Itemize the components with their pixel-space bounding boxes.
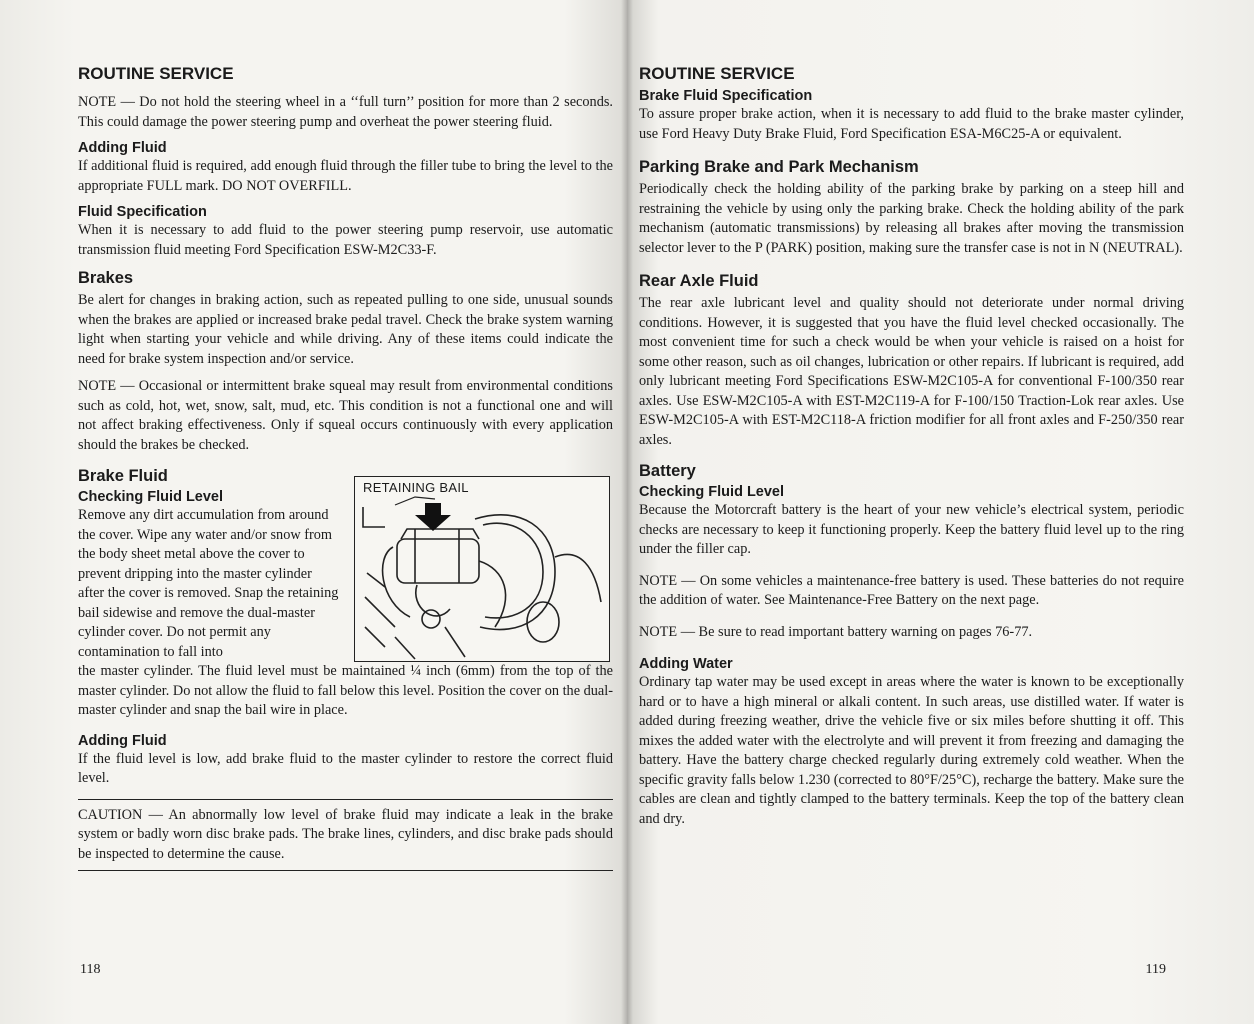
caution-text: CAUTION — An abnormally low level of brake fluid may indicate a leak in the brake system or badly worn disc brake pads. The brake lines, cylinders, and disc brake pads should be inspected to determine the cause. (78, 806, 613, 862)
fluid-spec-text: When it is necessary to add fluid to the power steering pump reservoir, use automatic transmission fluid meeting Ford Specification ESW-M2C33-F. (78, 222, 613, 258)
retaining-bail-label: RETAINING BAIL (363, 480, 469, 495)
brake-fluid-full-text: the master cylinder. The fluid level must be maintained ¼ inch (6mm) from the top of the master cylinder. Do not allow the fluid to fall below this level. Position the cover on the dual-master cylinder and snap the bail wire in place. (78, 663, 613, 718)
brake-fluid-heading: Brake Fluid (78, 467, 168, 485)
fluid-spec-heading: Fluid Specification (78, 204, 207, 220)
left-page-title: ROUTINE SERVICE (78, 64, 234, 83)
battery-heading: Battery (639, 462, 696, 480)
parking-brake-heading: Parking Brake and Park Mechanism (639, 158, 919, 176)
rear-axle-text: The rear axle lubricant level and quality should not deteriorate under normal driving conditions. However, it is suggested that you have the fluid level checked occasionally. The most convenient time for such a check would be when your vehicle is raised on a hoist for some other reason, such as oil changes, lubrication or other repairs. If lubricant is required, add only lubricant meeting Ford Specifications ESW-M2C105-A for conventional F-100/350 rear axles. Use ESW-M2C105-A with EST-M2C119-A for F-100/150 Traction-Lok rear axles. Use ESW-M2C105-A with EST-M2C118-A friction modifier for all front axles and F-250/350 rear axles. (639, 295, 1184, 448)
adding-water-heading: Adding Water (639, 656, 733, 672)
adding-fluid-ps-text: If additional fluid is required, add enough fluid through the filler tube to bring the level to the appropriate FULL mark. DO NOT OVERFILL. (78, 158, 613, 194)
adding-fluid-brake-heading: Adding Fluid (78, 732, 167, 749)
rear-axle-heading: Rear Axle Fluid (639, 272, 759, 290)
brakes-text: Be alert for changes in braking action, such as repeated pulling to one side, unusual sounds when the brakes are applied or increased brake pedal travel. Check the brake system warning light when starting your vehicle and while driving. Any of these items could indicate the need for brake system inspection and/or service. (78, 292, 613, 367)
parking-brake-text: Periodically check the holding ability of the parking brake by parking on a steep hill and restraining the vehicle by using only the parking brake. Check the holding ability of the park mechanism (automatic transmissions) by releasing all brakes after moving the transmission selector lever to the P (PARK) position, making sure the transfer case is not in N (NEUTRAL). (639, 181, 1184, 256)
power-steering-note: NOTE — Do not hold the steering wheel in a ‘‘full turn’’ position for more than 2 seconds. This could damage the power steering pump and overheat the power steering fluid. (78, 94, 613, 130)
battery-note-2: NOTE — Be sure to read important battery warning on pages 76-77. (639, 623, 1033, 640)
checking-fluid-level-heading: Checking Fluid Level (78, 489, 224, 505)
brake-fluid-spec-heading: Brake Fluid Specification (639, 88, 813, 104)
adding-water-text: Ordinary tap water may be used except in areas where the water is known to be exceptionally hard or to have a high mineral or alkali content. In such areas, use distilled water. If water is added during freezing weather, drive the vehicle five or six miles before shutting it off. This mixes the added water with the electrolyte and will prevent it from freezing and damaging the battery. Have the battery charge checked regularly during extremely cold weather. When the specific gravity falls below 1.230 (corrected to 80°F/25°C), recharge the battery. Make sure the cables are clean and tightly clamped to the battery terminals. Keep the top of the battery clean and dry. (639, 674, 1184, 827)
brake-fluid-spec-text: To assure proper brake action, when it is necessary to add fluid to the brake master cylinder, use Ford Heavy Duty Brake Fluid, Ford Specification ESA-M6C25-A or equivalent. (639, 106, 1184, 142)
brakes-heading: Brakes (78, 269, 134, 287)
caution-box (78, 799, 613, 872)
book-gutter (621, 0, 633, 1024)
brakes-note: NOTE — Occasional or intermittent brake squeal may result from environmental conditions such as cold, hot, wet, snow, salt, mud, etc. This condition is not a functional one and will not affect braking effectiveness. Only if squeal occurs continuously with every application should the brakes be checked. (78, 378, 613, 453)
master-cylinder-drawing (355, 477, 609, 661)
right-page (627, 0, 1254, 1024)
brake-fluid-wrapped-text: Remove any dirt accumulation from around the cover. Wipe any water and/or snow from the body sheet metal above the cover to prevent dripping into the master cylinder after the cover is removed. Snap the retaining bail sidewise and remove the dual-master cylinder cover. Do not permit any contamination to fall into (78, 507, 339, 660)
battery-checking-fluid-heading: Checking Fluid Level (639, 484, 785, 500)
adding-fluid-brake-text: If the fluid level is low, add brake fluid to the master cylinder to restore the correct fluid level. (78, 750, 613, 786)
battery-note-1: NOTE — On some vehicles a maintenance-free battery is used. These batteries do not require the addition of water. See Maintenance-Free Battery on the next page. (639, 572, 1184, 608)
battery-text: Because the Motorcraft battery is the heart of your new vehicle’s electrical system, periodic checks are necessary to keep it functioning properly. Keep the battery fluid level up to the ring under the filler cap. (639, 502, 1184, 557)
adding-fluid-ps-heading: Adding Fluid (78, 140, 167, 156)
page-number-right: 119 (1145, 962, 1166, 977)
master-cylinder-illustration (354, 476, 610, 662)
right-page-title: ROUTINE SERVICE (639, 64, 795, 83)
brake-fluid-wrapped-text-column (78, 506, 340, 662)
page-number-left: 118 (80, 962, 101, 977)
